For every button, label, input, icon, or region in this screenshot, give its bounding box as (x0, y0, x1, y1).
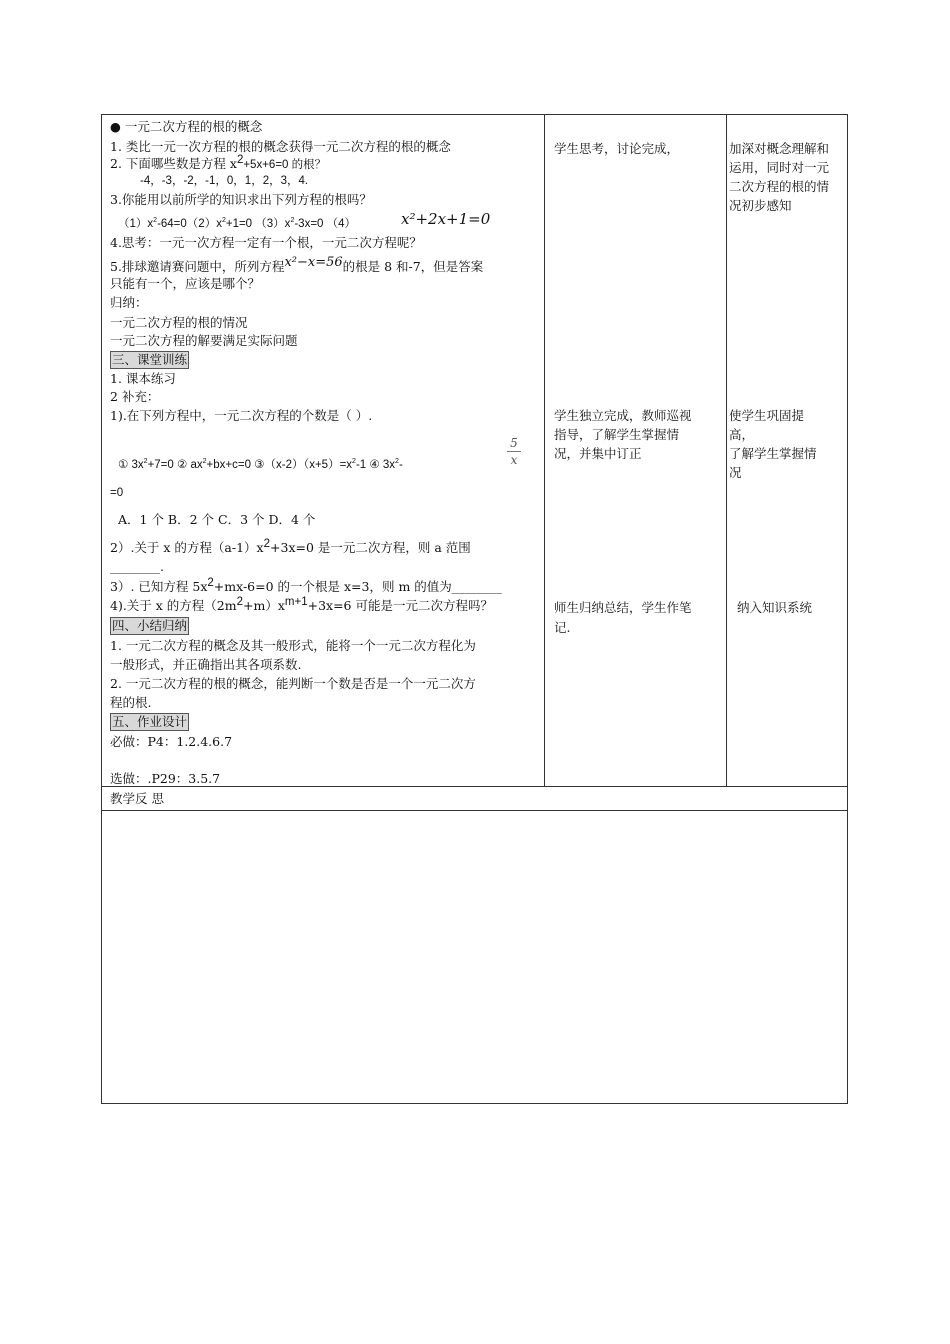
student-activity-1: 学生思考，讨论完成， (554, 141, 680, 156)
text-line: 二次方程的根的情 (729, 179, 830, 194)
fraction-five-over-x: 5 x (507, 436, 521, 467)
text-line: 了解学生掌握情 (729, 446, 817, 461)
text-line: ________. (110, 559, 164, 574)
text-line: 记. (554, 620, 571, 635)
text-line: 指导，了解学生掌握情 (554, 427, 680, 442)
text-line: 况初步感知 (729, 198, 792, 213)
teaching-reflection-label: 教学反 思 (110, 791, 164, 806)
column-divider-1 (544, 114, 545, 787)
section-heading-5: 五、作业设计 (112, 714, 188, 729)
section-heading-3: 三、课堂训练 (112, 352, 188, 367)
design-intent-3: 纳入知识系统 (737, 600, 813, 615)
text-line: 况，并集中订正 (554, 446, 642, 461)
text-line: 1. 类比一元一次方程的根的概念获得一元二次方程的根的概念 (110, 139, 451, 154)
student-activity-2: 学生独立完成，教师巡视 (554, 408, 692, 423)
optional-homework: 选做：.P29：3.5.7 (110, 771, 221, 786)
text-line: 高， (729, 427, 755, 442)
answer-choices: A．1 个 B．2 个 C．3 个 D．4 个 (118, 512, 316, 527)
question-2: 2. 下面哪些数是方程 $x^2+5x+6=0$ 的根？ (110, 153, 327, 171)
text-line: 况 (729, 465, 742, 480)
text-line: 2 补充： (110, 389, 160, 404)
required-homework: 必做：P4：1.2.4.6.7 (110, 734, 233, 749)
question-3: 3.你能用以前所学的知识求出下列方程的根吗？ (110, 192, 372, 207)
question-5: 5.排球邀请赛问题中，所列方程x²−x=56的根是 8 和-7，但是答案 (110, 255, 484, 274)
text-line: 一元二次方程的解要满足实际问题 (110, 333, 298, 348)
equation-4-formula: x²+2x+1=0 (401, 210, 491, 228)
exercise-1-options: ① $3x^2+7=0$ ② $ax^2+bx+c=0$ $③(x-2)(x+5)=x^2-1$ ④ $3x^2-$ (118, 458, 403, 471)
root-concept-heading: ● 一元二次方程的根的概念 (110, 119, 263, 134)
text-line: 1. 课本练习 (110, 371, 176, 386)
teaching-reflection-body[interactable] (102, 811, 847, 1103)
text-line: 一元二次方程的根的情况 (110, 315, 248, 330)
column-divider-2 (726, 114, 727, 787)
text-line: 只能有一个，应该是哪个？ (110, 276, 261, 291)
number-list: -4，-3，-2，-1，0，1，2，3，4. (140, 175, 309, 187)
summary-label: 归纳： (110, 295, 148, 310)
design-intent-1: 加深对概念理解和 (729, 141, 830, 156)
student-activity-3: 师生归纳总结，学生作笔 (554, 600, 692, 615)
equation-list: $(1)x^2-64=0(2)x^2+1=0$ $(3)x^2-3x=0$ （4） (118, 217, 357, 230)
exercise-2: 2）.关于 x 的方程$(a-1)x^2+3x=0$ 是一元二次方程，则 a 范围 (110, 537, 471, 555)
design-intent-2: 使学生巩固提 (729, 408, 805, 423)
text-line: 1. 一元二次方程的概念及其一般形式，能将一个一元二次方程化为 (110, 638, 476, 653)
exercise-3: 3）. 已知方程 $5x^2+mx-6=0$ 的一个根是 x=3，则 m 的值为________ (110, 576, 502, 594)
exercise-1: 1).在下列方程中，一元二次方程的个数是（ ）. (110, 408, 373, 423)
question-4: 4.思考：一元一次方程一定有一个根，一元二次方程呢？ (110, 235, 422, 250)
text-line: 一般形式，并正确指出其各项系数. (110, 657, 302, 672)
text-line: 运用，同时对一元 (729, 160, 830, 175)
text-line: =0 (110, 487, 124, 499)
exercise-4: 4).关于 x 的方程$(2m^2+m)x^{m+1}+3x=6$ 可能是一元二次方程吗？ (110, 595, 493, 613)
text-line: 2. 一元二次方程的根的概念，能判断一个数是否是一个一元二次方 (110, 676, 476, 691)
section-heading-4: 四、小结归纳 (112, 618, 188, 633)
text-line: 程的根. (110, 695, 152, 710)
